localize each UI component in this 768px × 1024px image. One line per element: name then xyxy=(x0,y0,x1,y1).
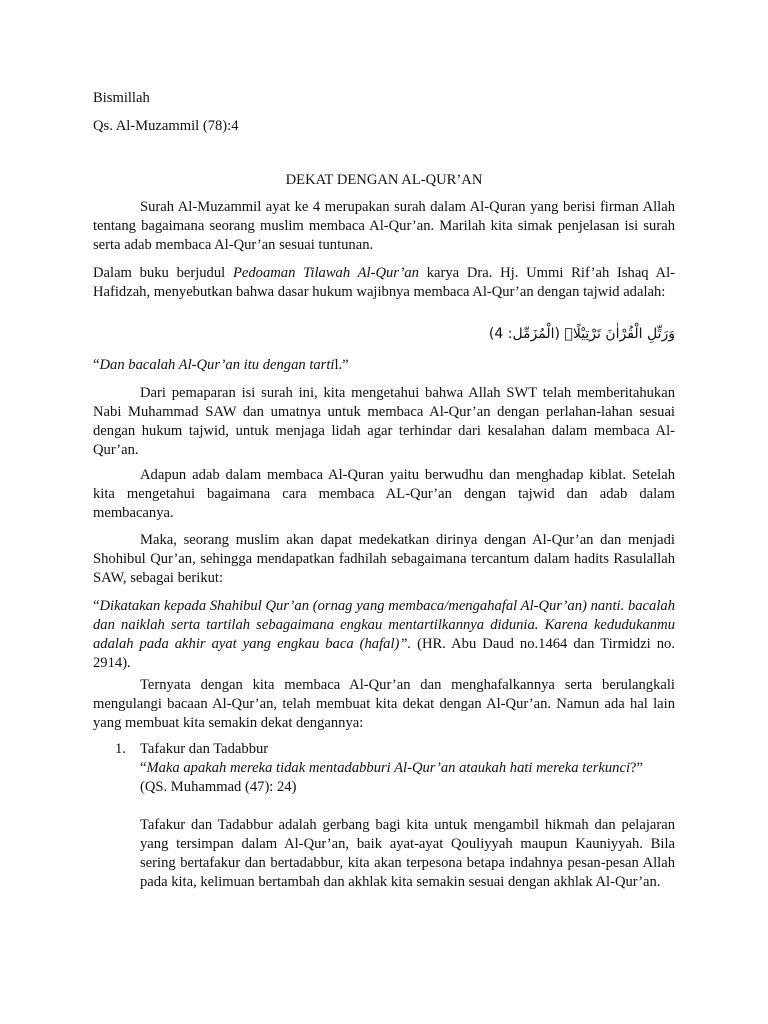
hadith-open-quote: “ xyxy=(93,598,100,614)
book-title: Pedoaman Tilawah Al-Qur’an xyxy=(232,265,419,281)
paragraph-shohibul: Maka, seorang muslim akan dapat medekatkan dirinya dengan Al-Qur’an dan menjadi Shohibul Qur’an, sehingga mendapatkan fadhilah sebagaimana tercantum dalam hadits Rasulallah SAW, sebagai berikut: xyxy=(93,532,675,586)
hadith-text: Dikatakan kepada Shahibul Qur’an (ornag yang membaca/mengahafal Al-Qur’an) nanti. bacalah dan naiklah serta tartilah sebagaimana engkau mentartilkannya didunia. Karena kedudukanmu adalah pada akhir ayat yang engkau baca (hafal)”. xyxy=(93,598,675,652)
document-title: DEKAT DENGAN AL-QUR’AN xyxy=(285,172,483,188)
list-item-heading: Tafakur dan Tadabbur xyxy=(140,741,269,757)
book-ref-pre: Dalam buku berjudul xyxy=(93,265,233,281)
hadith-quote xyxy=(93,597,675,673)
arabic-verse: وَرَتِّلِ الْقُرْاٰنَ تَرْتِيْلًاۗ (الْمُزَمِّل: 4) xyxy=(488,326,675,342)
paragraph-explanation: Dari pemaparan isi surah ini, kita mengetahui bahwa Allah SWT telah memberitahukan Nabi Muhammad SAW dan umatnya untuk membaca Al-Qur’an dengan perlahan-lahan sesuai dengan hukum tajwid, untuk menjaga lidah agar terhindar dari kesalahan dalam membaca Al-Qur’an. xyxy=(93,385,675,458)
verse-translation xyxy=(93,356,675,375)
list-item-body: Tafakur dan Tadabbur adalah gerbang bagi kita untuk mengambil hikmah dan pelajaran yang tersimpan dalam Al-Qur’an, baik ayat-ayat Qouliyyah maupun Kauniyyah. Bila sering bertafakur dan bertadabbur, kita akan terpesona betapa indahnya pesan-pesan Allah pada kita, kelimuan bertambah dan akhlak kita semakin sesuai dengan akhlak Al-Qur’an. xyxy=(140,817,675,890)
translation-open-quote: “ xyxy=(93,357,100,373)
list-item-quote xyxy=(140,759,675,778)
paragraph-adab: Adapun adab dalam membaca Al-Quran yaitu berwudhu dan menghadap kiblat. Setelah kita mengetahui bagaimana cara membaca AL-Qur’an dengan tajwid dan adab dalam membacanya. xyxy=(93,467,675,521)
hadith-source: (HR. Abu Daud no.1464 dan Tirmidzi no. 2914). xyxy=(93,636,675,671)
paragraph-closeness: Ternyata dengan kita membaca Al-Qur’an dan menghafalkannya serta berulangkali mengulangi bacaan Al-Qur’an, telah membuat kita dekat dengan Al-Qur’an. Namun ada hal lain yang membuat kita semakin dekat dengannya: xyxy=(93,677,675,731)
paragraph-book-reference xyxy=(93,264,675,302)
translation-text: Dan bacalah Al-Qur’an itu dengan tarti xyxy=(99,357,335,373)
header-line-bismillah: Bismillah xyxy=(93,90,150,106)
list-item-reference: (QS. Muhammad (47): 24) xyxy=(140,779,297,795)
quote-close: ?” xyxy=(630,760,643,776)
paragraph-intro: Surah Al-Muzammil ayat ke 4 merupakan surah dalam Al-Quran yang berisi firman Allah tentang bagaimana seorang muslim membaca Al-Qur’an. Marilah kita simak penjelasan isi surah serta adab membaca Al-Qur’an sesuai tuntunan. xyxy=(93,199,675,253)
quote-open: “ xyxy=(140,760,147,776)
quote-text: Maka apakah mereka tidak mentadabburi Al-Qur’an ataukah hati mereka terkunci xyxy=(146,760,630,776)
translation-close: l.” xyxy=(334,357,349,373)
header-line-surah-ref: Qs. Al-Muzammil (78):4 xyxy=(93,118,239,134)
book-ref-post: karya Dra. Hj. Ummi Rif’ah Ishaq Al-Hafidzah, menyebutkan bahwa dasar hukum wajibnya membaca Al-Qur’an dengan tajwid adalah: xyxy=(93,265,675,300)
list-item-number: 1. xyxy=(115,741,126,757)
